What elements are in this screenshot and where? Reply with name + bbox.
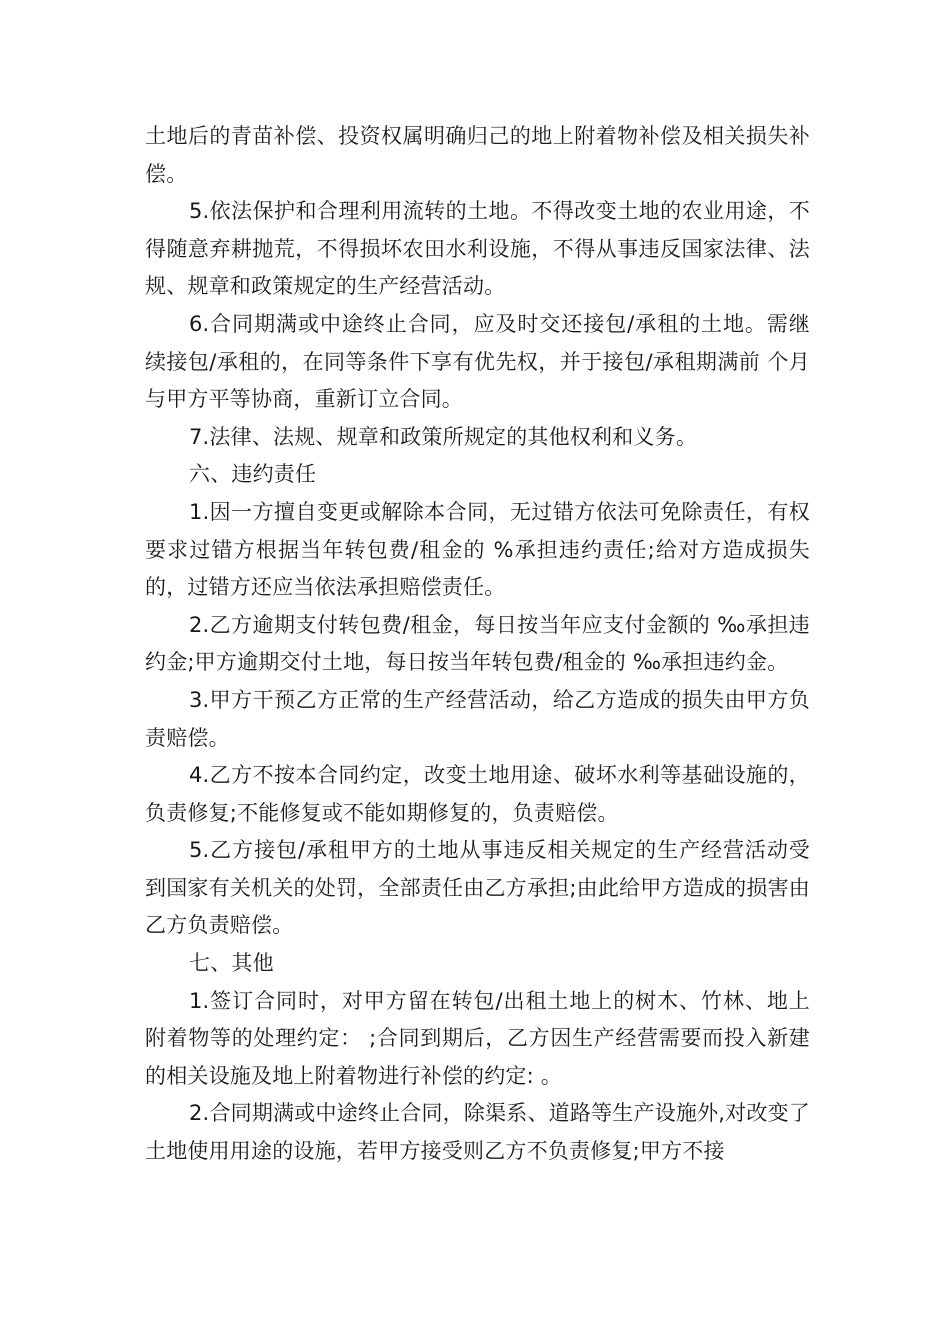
- paragraph-breach-1: 1.因一方擅自变更或解除本合同，无过错方依法可免除责任，有权要求过错方根据当年转包费/租金的 %承担违约责任;给对方造成损失的，过错方还应当依法承担赔偿责任。: [145, 499, 810, 600]
- paragraph-other-2: 2.合同期满或中途终止合同，除渠系、道路等生产设施外,对改变了土地使用用途的设施，若甲方接受则乙方不负责修复;甲方不接: [145, 1101, 810, 1164]
- section-heading-breach-liability: 六、违约责任: [189, 462, 317, 487]
- document-body: [145, 118, 810, 1171]
- paragraph-breach-5: 5.乙方接包/承租甲方的土地从事违反相关规定的生产经营活动受到国家有关机关的处罚，全部责任由乙方承担;由此给甲方造成的损害由乙方负责赔偿。: [145, 838, 810, 938]
- paragraph-clause-5-land-protection: 5.依法保护和合理利用流转的土地。不得改变土地的农业用途，不得随意弃耕抛荒，不得损坏农田水利设施，不得从事违反国家法律、法规、规章和政策规定的生产经营活动。: [145, 199, 810, 299]
- section-heading-other: 七、其他: [189, 951, 274, 976]
- paragraph-clause-7-other-rights: 7.法律、法规、规章和政策所规定的其他权利和义务。: [189, 424, 698, 449]
- paragraph-breach-2: 2.乙方逾期支付转包费/租金，每日按当年应支付金额的 ‰承担违约金;甲方逾期交付土地，每日按当年转包费/租金的 ‰承担违约金。: [145, 612, 810, 675]
- paragraph-other-1: 1.签订合同时，对甲方留在转包/出租土地上的树木、竹林、地上附着物等的处理约定： ;合同到期后，乙方因生产经营需要而投入新建的相关设施及地上附着物进行补偿的约定: 。: [145, 988, 810, 1088]
- paragraph-breach-4: 4.乙方不按本合同约定，改变土地用途、破坏水利等基础设施的，负责修复;不能修复或不能如期修复的，负责赔偿。: [145, 763, 810, 825]
- paragraph-continuation: 土地后的青苗补偿、投资权属明确归己的地上附着物补偿及相关损失补偿。: [145, 124, 810, 186]
- paragraph-breach-3: 3.甲方干预乙方正常的生产经营活动，给乙方造成的损失由甲方负责赔偿。: [145, 687, 810, 750]
- paragraph-clause-6-contract-expiry: 6.合同期满或中途终止合同，应及时交还接包/承租的土地。需继续接包/承租的，在同等条件下享有优先权，并于接包/承租期满前 个月与甲方平等协商，重新订立合同。: [145, 311, 810, 412]
